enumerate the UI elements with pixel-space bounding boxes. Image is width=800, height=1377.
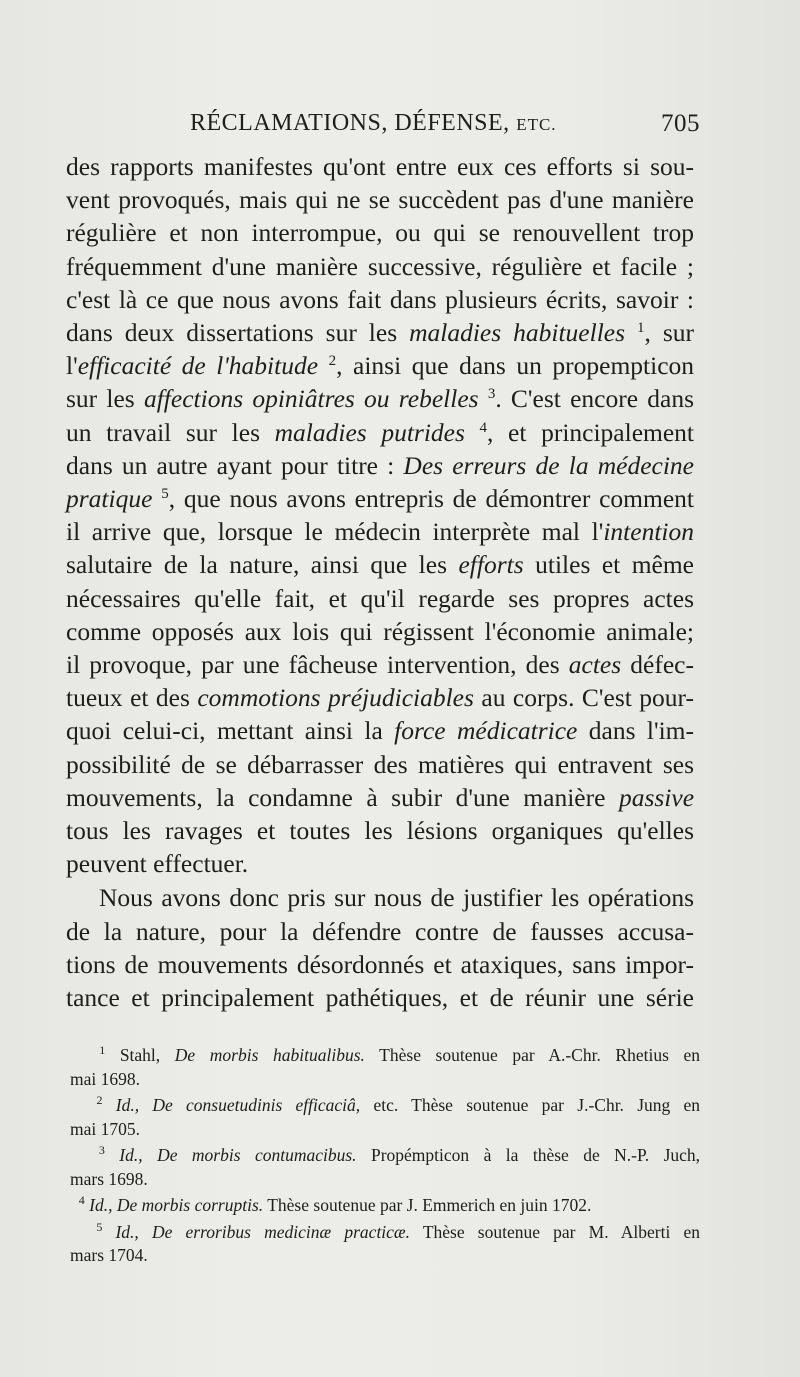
text-line: vent provoqués, mais qui ne se succèdent pas d'une manière [66,185,694,215]
text-line [66,382,694,415]
text-line: fréquemment d'une manière successive, régulière et facile ; [66,251,694,281]
text-span: défec- [630,650,694,680]
italic-title: maladies habituelles [409,318,626,348]
footnote-ref: 3 [487,386,496,403]
footnote-text: Thèse soutenue par A.-Chr. Rhetius en [379,1045,701,1065]
text-span: , et principalement [487,417,695,447]
footnote [70,1221,700,1268]
footnote [70,1044,700,1091]
italic-word: force médicatrice [394,716,578,746]
footnote-text: Thèse soutenue par M. Alberti en [422,1221,700,1242]
footnote-title: De erroribus medicinæ practicæ. [151,1221,410,1242]
text-line [66,548,694,581]
footnote-author: Stahl, [119,1045,161,1065]
footnote [70,1094,700,1141]
footnote-number: 1 [99,1043,106,1057]
footnote-title: De morbis habitualibus. [174,1045,365,1065]
text-line: c'est là ce que nous avons fait dans plusieurs écrits, savoir : [66,284,694,314]
text-span: sur les [66,384,135,414]
italic-title: pratique [66,484,153,514]
footnote-number: 3 [98,1143,105,1157]
text-line: peuvent effectuer. [66,849,249,879]
italic-word: commotions préjudiciables [197,683,474,713]
text-line [66,648,694,681]
footnote-line: mars 1698. [70,1168,148,1189]
text-line: des rapports manifestes qu'ont entre eux ces efforts si sou- [66,152,694,181]
text-line [66,482,694,515]
text-span: dans l'im- [588,716,694,746]
footnote-ref: 2 [328,353,337,370]
text-span: tueux et des [66,683,190,713]
text-span: salutaire de la nature, ainsi que les [66,550,448,580]
text-span: , que nous avons entrepris de démontrer comment [168,484,694,514]
text-line: comme opposés aux lois qui régissent l'économie animale; [66,616,694,646]
text-span: un travail sur les [66,417,260,447]
footnote-text: Propémpticon à la thèse de N.-P. Juch, [370,1145,701,1165]
paragraph [66,881,694,1014]
footnote-ref: 4 [479,419,488,436]
text-span: mouvements, la condamne à subir d'une manière [66,782,606,812]
footnote-line [70,1094,700,1118]
italic-word: passive [618,782,695,812]
italic-title: maladies putrides [274,417,465,447]
footnote-number: 4 [78,1193,85,1207]
footnotes [70,1044,700,1271]
footnote-author: Id., [115,1221,139,1242]
footnote [70,1194,700,1218]
italic-word: efforts [458,550,524,580]
page-number: 705 [661,110,700,137]
text-span: . C'est encore dans [495,384,695,414]
footnote-number: 2 [96,1093,103,1107]
text-line: tions de mouvements désordonnés et ataxiques, sans impor- [66,949,694,979]
text-span: dans un autre ayant pour titre : [66,450,395,480]
footnote-number: 5 [96,1219,103,1234]
italic-word: actes [568,650,622,680]
footnote-title: De consuetudinis efficaciâ, [152,1095,361,1115]
text-line [66,416,694,449]
italic-title: Des erreurs de la médecine [403,450,694,480]
footnote-author: Id., [89,1195,113,1215]
footnote-text: etc. Thèse soutenue par J.-Chr. Jung en [373,1095,701,1115]
footnote-line [70,1194,700,1218]
text-span: , sur [644,318,694,348]
text-line [66,515,694,548]
footnote-ref: 1 [637,320,645,337]
footnote-line [70,1221,700,1245]
text-line: nécessaires qu'elle fait, et qu'il regarde ses propres actes [66,583,694,613]
running-title-text: RÉCLAMATIONS, DÉFENSE, [190,110,510,136]
text-line [66,714,694,747]
footnote-title: De morbis contumacibus. [157,1145,357,1165]
text-span: il arrive que, lorsque le médecin interprète mal l' [66,517,604,547]
text-line [66,349,694,382]
footnote-text: Thèse soutenue par J. Emmerich en juin 1702. [267,1195,592,1215]
italic-word: intention [603,517,694,547]
text-span: utiles et même [535,550,695,580]
footnote-line: mai 1698. [70,1068,140,1089]
footnote-author: Id., [119,1145,143,1165]
footnote-line: mars 1704. [70,1245,148,1265]
text-line: régulière et non interrompue, ou qui se renouvellent trop [66,218,694,248]
running-header [190,110,700,150]
text-line: Nous avons donc pris sur nous de justifier les opérations [99,883,694,913]
footnote-line [70,1144,700,1168]
text-span: il provoque, par une fâcheuse intervention, des [66,650,560,680]
text-line [66,316,694,349]
text-line: de la nature, pour la défendre contre de fausses accusa- [66,916,694,946]
italic-title: affections opiniâtres ou rebelles [143,384,479,414]
running-title [190,110,557,137]
footnote-line [70,1044,700,1068]
text-line [66,681,694,714]
running-title-etc: ETC. [516,115,557,134]
text-span: l' [66,351,78,381]
text-span: quoi celui-ci, mettant ainsi la [66,716,383,746]
text-span: dans deux dissertations sur les [66,318,398,348]
text-line [66,449,694,482]
text-line [66,781,694,814]
footnote-line: mai 1705. [70,1118,140,1139]
text-line: tance et principalement pathétiques, et de réunir une série [66,983,694,1013]
italic-title: efficacité de l'habitude [77,351,319,381]
text-span: , ainsi que dans un propempticon [336,351,695,381]
footnote-title: De morbis corruptis. [116,1195,264,1215]
text-span: au corps. C'est pour- [481,683,694,713]
footnote-ref: 5 [161,486,169,503]
text-line: possibilité de se débarrasser des matières qui entravent ses [66,749,694,779]
main-text [66,150,694,1014]
footnote-author: Id., [115,1095,140,1115]
text-line: tous les ravages et toutes les lésions organiques qu'elles [66,816,694,846]
footnote [70,1144,700,1191]
